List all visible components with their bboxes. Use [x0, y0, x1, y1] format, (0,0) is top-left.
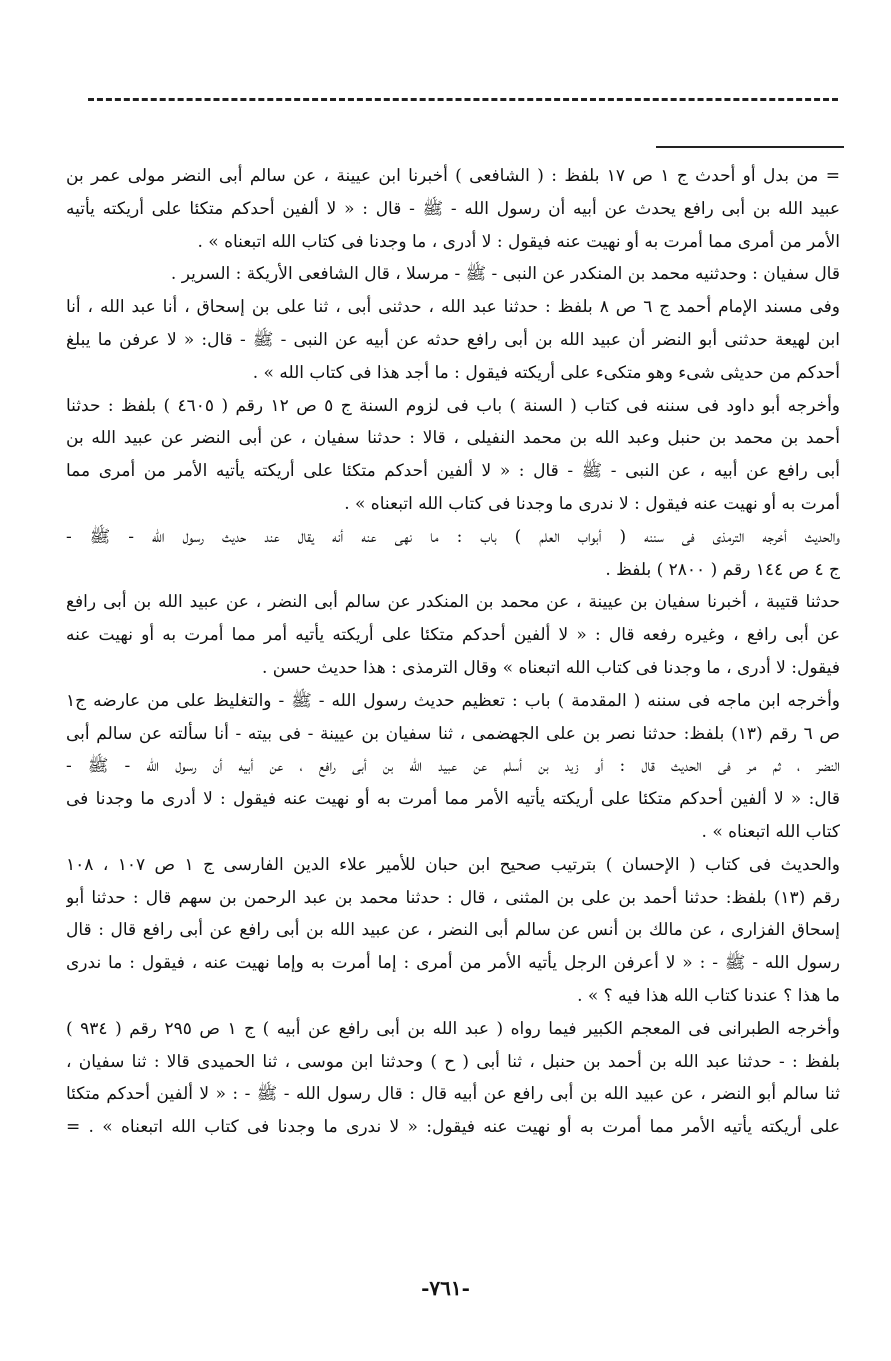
text-line: ما هذا ؟ عندنا كتاب الله هذا فيه ؟ » . — [577, 985, 840, 1006]
text-line: ج ٤ ص ١٤٤ رقم ( ٢٨٠٠ ) بلفظ . — [605, 559, 840, 580]
text-line: أحمد بن محمد بن حنبل وعبد الله بن محمد النفيلى ، قالا : حدثنا سفيان ، عن أبى النضر عن عبيد الله بن — [66, 428, 840, 449]
text-line: على أريكته يأتيه الأمر مما أمرت به أو نهيت عنه فيقول: « لا ندرى ما وجدنا فى كتاب الله اتبعناه » . = — [66, 1117, 840, 1138]
dashed-separator — [88, 98, 838, 101]
text-line: حدثنا قتيبة ، أخبرنا سفيان بن عيينة ، عن محمد بن المنكدر عن سالم أبى النضر ، عن عبيد الله بن أبى رافع — [66, 592, 840, 613]
text-line: أحدكم من حديثى شىء وهو متكىء على أريكته فيقول : ما أجد هذا فى كتاب الله » . — [252, 362, 840, 383]
text-line: أبى رافع عن أبيه ، عن النبى - ﷺ - قال : « لا ألفين أحدكم متكئا على أريكته يأتيه الأمر من أمرى مما — [66, 461, 840, 482]
footnote-text — [66, 160, 840, 1144]
text-line: والحديث أخرجه الترمذى فى سننه ( أبواب العلم ) باب : ما نهى عنه أنه يقال عند حديث رسول الله - ﷺ - — [66, 526, 840, 547]
text-line: والحديث فى كتاب ( الإحسان ) بترتيب صحيح ابن حبان للأمير علاء الدين الفارسى ج ١ ص ١٠٧ ، ١٠٨ — [66, 854, 840, 875]
text-line: رسول الله - ﷺ - : « لا أعرفن الرجل يأتيه الأمر من أمرى : إما أمرت به وإما نهيت عنه ، فيقول : ما ندرى — [66, 953, 840, 974]
text-line: عبيد الله بن أبى رافع يحدث عن أبيه أن رسول الله - ﷺ - قال : « لا ألفين أحدكم متكئا على أريكته يأتيه — [66, 198, 840, 219]
text-line: النضر ، ثم مر فى الحديث قال : أو زيد بن أسلم عن عبيد الله بن أبى رافع ، عن أبيه أن رسول الله - ﷺ - — [66, 756, 840, 777]
text-line: فيقول: لا أدرى ، ما وجدنا فى كتاب الله اتبعناه » وقال الترمذى : هذا حديث حسن . — [262, 657, 840, 678]
text-line: وأخرجه الطبرانى فى المعجم الكبير فيما رواه ( عبد الله بن أبى رافع عن أبيه ) ج ١ ص ٢٩٥ رقم ( ٩٣٤ ) — [66, 1018, 840, 1039]
text-line: أمرت به أو نهيت عنه فيقول : لا ندرى ما وجدنا فى كتاب الله اتبعناه » . — [344, 493, 840, 514]
footnote-rule — [656, 146, 844, 148]
text-line: وفى مسند الإمام أحمد ج ٦ ص ٨ بلفظ : حدثنا عبد الله ، حدثنى أبى ، ثنا على بن إسحاق ، أنا عبد الله ، أنا — [66, 297, 840, 318]
text-line: إسحاق الفزارى ، عن مالك بن أنس عن سالم أبى النضر ، عن عبيد الله بن أبى رافع عن أبى رافع قال : قال — [66, 920, 840, 941]
text-line: ثنا سالم أبو النضر ، عن عبيد الله بن أبى رافع عن أبيه قال : قال رسول الله - ﷺ - : « لا ألفين أحدكم متكئا — [66, 1084, 840, 1105]
text-line: قال: « لا ألفين أحدكم متكئا على أريكته يأتيه الأمر مما أمرت به أو نهيت عنه فيقول : لا أدرى ما وجدنا فى — [66, 789, 840, 810]
text-line: ص ٦ رقم (١٣) بلفظ: حدثنا نصر بن على الجهضمى ، ثنا سفيان بن عيينة - فى بيته - أنا سألته عن سالم أبى — [66, 723, 840, 744]
text-line: ابن لهيعة حدثنى أبو النضر أن عبيد الله بن أبى رافع حدثه عن أبيه عن النبى - ﷺ - قال: « لا عرفن ما يبلغ — [66, 329, 840, 350]
text-line: كتاب الله اتبعناه » . — [701, 821, 840, 842]
text-line: = من بدل أو أحدث ج ١ ص ١٧ بلفظ : ( الشافعى ) أخبرنا ابن عيينة ، عن سالم أبى النضر مولى عمر بن — [66, 166, 840, 186]
text-line: عن أبى رافع ، وغيره رفعه قال : « لا ألفين أحدكم متكئا على أريكته يأتيه أمر مما أمرت به أو نهيت عنه — [66, 625, 840, 646]
page-number: -٧٦١- — [421, 1276, 470, 1300]
text-line: رقم (١٣) بلفظ: حدثنا أحمد بن على بن المثنى ، قال : حدثنا محمد بن عبد الرحمن بن سهم قال : حدثنا أبو — [66, 887, 840, 908]
text-line: وأخرجه أبو داود فى سننه فى كتاب ( السنة ) باب فى لزوم السنة ج ٥ ص ١٢ رقم ( ٤٦٠٥ ) بلفظ : حدثنا — [66, 395, 840, 416]
text-line: الأمر من أمرى مما أمرت به أو نهيت عنه فيقول : لا أدرى ، ما وجدنا فى كتاب الله اتبعناه » . — [197, 231, 840, 252]
text-line: وأخرجه ابن ماجه فى سننه ( المقدمة ) باب : تعظيم حديث رسول الله - ﷺ - والتغليظ على من عارضه ج١ — [66, 690, 840, 711]
text-line: بلفظ : - حدثنا عبد الله بن أحمد بن حنبل ، ثنا أبى ( ح ) وحدثنا ابن موسى ، ثنا الحميدى قالا : ثنا سفيان ، — [66, 1051, 840, 1072]
text-line: قال سفيان : وحدثنيه محمد بن المنكدر عن النبى - ﷺ - مرسلا ، قال الشافعى الأريكة : السرير . — [170, 264, 840, 285]
